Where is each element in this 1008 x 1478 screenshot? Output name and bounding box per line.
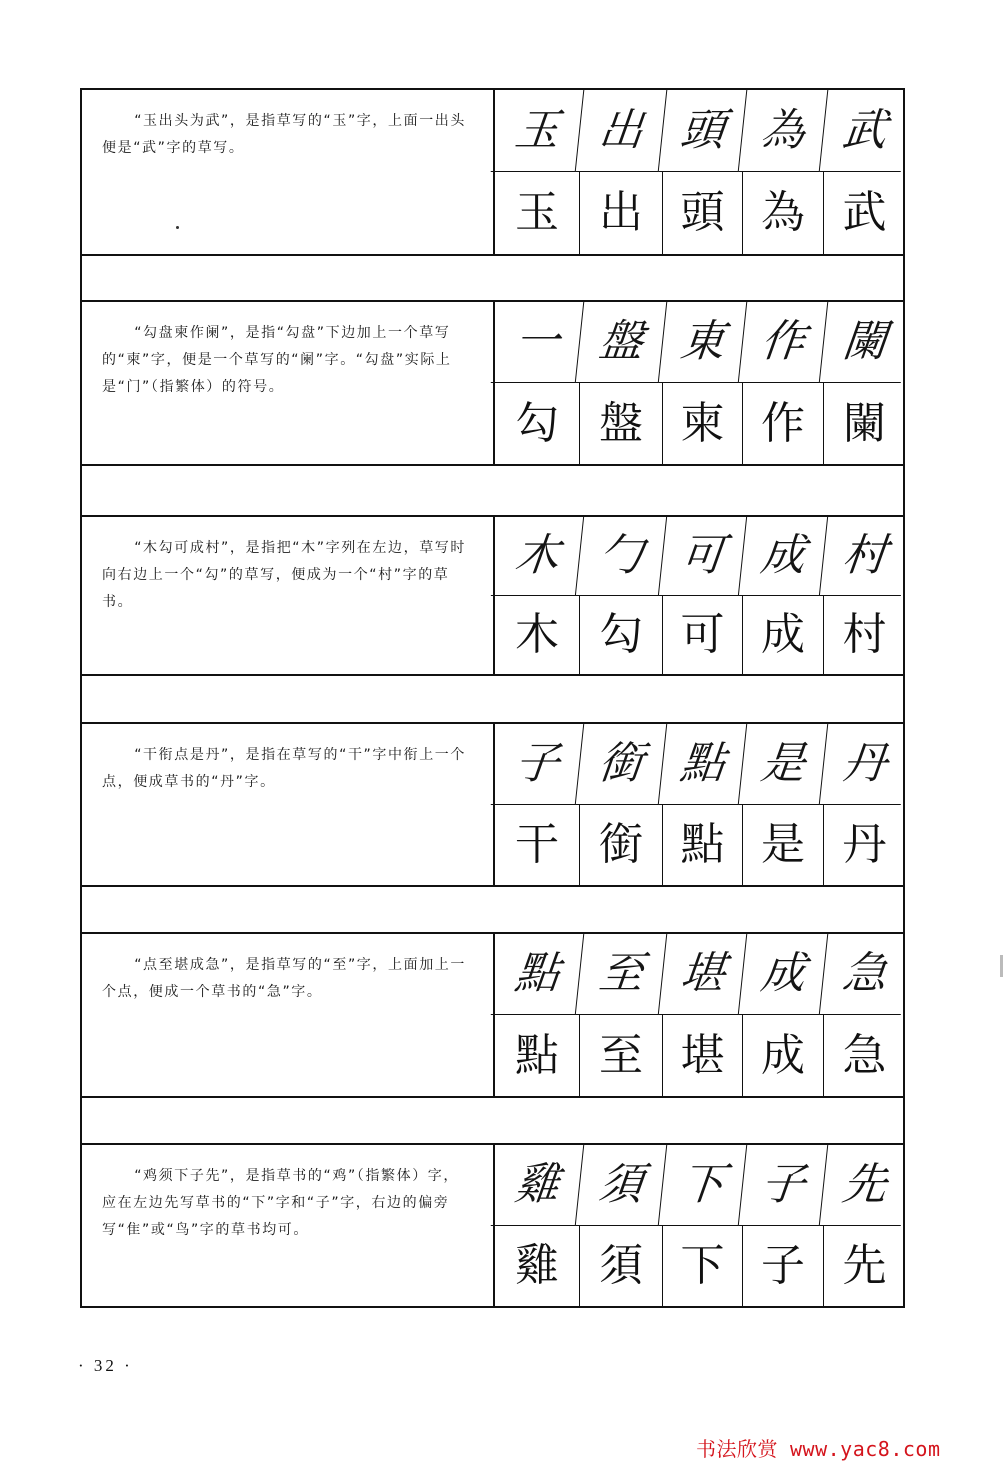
cursive-char: 可: [659, 517, 747, 596]
cursive-char: 丹: [820, 724, 909, 805]
cursive-char: 須: [576, 1145, 667, 1226]
watermark: [696, 1433, 941, 1462]
character-grid: [493, 724, 905, 885]
entry-section-3: [80, 515, 905, 676]
cursive-char: 下: [659, 1145, 747, 1226]
standard-char: 勾: [495, 383, 580, 464]
character-grid: [493, 1145, 905, 1306]
standard-char: 堪: [663, 1015, 743, 1096]
entry-description: “木勾可成村”，是指把“木”字列在左边，草写时向右边上一个“勾”的草写，便成为一个“村”字的草书。: [102, 540, 466, 610]
standard-char: 柬: [663, 383, 743, 464]
standard-char: 干: [495, 805, 580, 886]
standard-char: 闌: [842, 397, 887, 449]
cursive-char: 闌: [820, 302, 910, 383]
standard-char: 玉: [495, 172, 580, 254]
standard-char: 為: [743, 172, 824, 254]
standard-char: 作: [743, 383, 824, 464]
cursive-char: 木: [491, 517, 584, 596]
cursive-char: 盤: [576, 302, 668, 383]
watermark-url: www.yac8.com: [790, 1437, 941, 1461]
standard-char: 頭: [663, 172, 743, 254]
cursive-char: 點: [659, 724, 747, 805]
cursive-char: 堪: [659, 934, 748, 1015]
entry-description: “干衔点是丹”，是指在草写的“干”字中衔上一个点，便成草书的“丹”字。: [102, 747, 466, 790]
cursive-char: 雞: [491, 1145, 584, 1226]
entry-section-6: [80, 1143, 905, 1308]
watermark-label: 书法欣赏: [696, 1437, 778, 1461]
cursive-char: 成: [739, 934, 829, 1015]
cursive-char: 頭: [659, 90, 748, 172]
standard-char: 盤: [580, 383, 663, 464]
page-number: · 32 ·: [78, 1356, 133, 1375]
character-grid: [493, 934, 905, 1096]
cursive-char: 點: [491, 934, 585, 1015]
cursive-char: 急: [820, 934, 910, 1015]
standard-char: 急: [842, 1029, 887, 1081]
standard-char: 下: [663, 1226, 743, 1307]
cursive-char: 出: [576, 90, 668, 172]
standard-char: 銜: [580, 805, 663, 886]
standard-char: 可: [663, 596, 743, 675]
scan-edge-mark: [1000, 955, 1003, 977]
standard-char: 武: [842, 187, 887, 238]
standard-char: 村: [842, 608, 887, 660]
entry-description: “鸡须下子先”，是指草书的“鸡”（指繁体）字，应在左边先写草书的“下”字和“子”字，右边的偏旁写“隹”或“鸟”字的草书均可。: [102, 1168, 459, 1238]
standard-char: 出: [580, 172, 663, 254]
standard-char: 成: [743, 1015, 824, 1096]
page-frame: [80, 88, 905, 1307]
standard-char: 丹: [842, 818, 887, 870]
cursive-char: 東: [659, 302, 748, 383]
standard-char: 先: [842, 1239, 887, 1291]
standard-char: 雞: [495, 1226, 580, 1307]
cursive-char: 至: [576, 934, 668, 1015]
standard-char: 須: [580, 1226, 663, 1307]
cursive-char: 為: [739, 90, 829, 172]
entry-description: “玉出头为武”，是指草写的“玉”字，上面一出头便是“武”字的草写。: [102, 113, 466, 156]
character-grid: [493, 90, 905, 254]
entry-section-5: [80, 932, 905, 1098]
cursive-char: 武: [820, 90, 910, 172]
cursive-char: 先: [820, 1145, 909, 1226]
cursive-char: 銜: [576, 724, 667, 805]
entry-description: “点至堪成急”，是指草写的“至”字，上面加上一个点，便成一个草书的“急”字。: [102, 957, 466, 1000]
entry-section-2: [80, 300, 905, 466]
standard-char: 木: [495, 596, 580, 675]
character-grid: [493, 517, 905, 674]
cursive-char: 玉: [491, 90, 585, 172]
entry-section-4: [80, 722, 905, 887]
cursive-char: 勹: [576, 517, 667, 596]
standard-char: 是: [743, 805, 824, 886]
cursive-char: 作: [739, 302, 829, 383]
standard-char: 成: [743, 596, 824, 675]
standard-char: 至: [580, 1015, 663, 1096]
entry-section-1: [80, 88, 905, 256]
standard-char: 勾: [580, 596, 663, 675]
cursive-char: 成: [739, 517, 828, 596]
cursive-char: 子: [739, 1145, 828, 1226]
standard-char: 點: [495, 1015, 580, 1096]
cursive-char: 是: [739, 724, 828, 805]
cursive-char: 子: [491, 724, 584, 805]
character-grid: [493, 302, 905, 464]
cursive-char: 村: [820, 517, 909, 596]
entry-description: “勾盘柬作阑”，是指“勾盘”下边加上一个草写的“柬”字，便是一个草写的“阑”字。“勾盘”实际上是“门”（指繁体）的符号。: [102, 325, 452, 395]
standard-char: 子: [743, 1226, 824, 1307]
cursive-char: 一: [491, 302, 585, 383]
standard-char: 點: [663, 805, 743, 886]
